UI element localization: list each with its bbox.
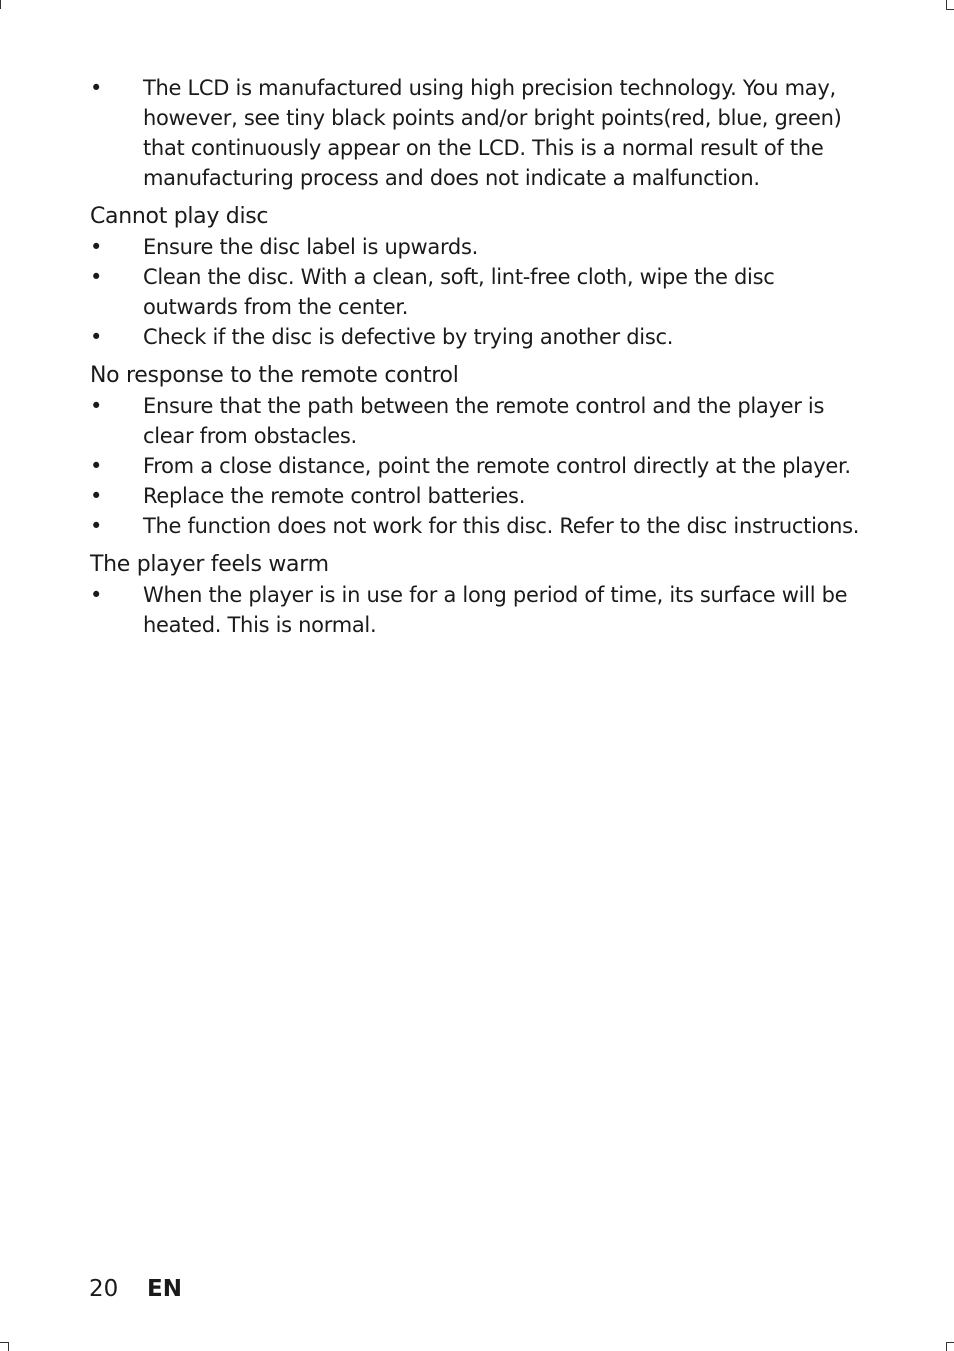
list-item-text: From a close distance, point the remote control directly at the player. <box>143 454 851 478</box>
crop-mark-bottom-left-v <box>8 1342 9 1351</box>
section-list-cannot-play-disc <box>90 232 870 352</box>
section-heading-no-response-remote: No response to the remote control <box>90 363 459 388</box>
list-item-text: Clean the disc. With a clean, soft, lint-free cloth, wipe the disc outwards from the center. <box>143 265 775 319</box>
document-body <box>90 73 870 640</box>
bullet-icon: • <box>90 394 103 418</box>
section-list-no-response-remote <box>90 391 870 541</box>
section-list-player-feels-warm <box>90 580 870 640</box>
section-heading-cannot-play-disc: Cannot play disc <box>90 204 269 229</box>
list-item-text: Check if the disc is defective by trying another disc. <box>143 325 674 349</box>
bullet-icon: • <box>90 484 103 508</box>
list-item <box>90 580 870 640</box>
list-item-text: Ensure that the path between the remote control and the player is clear from obstacles. <box>143 394 825 448</box>
crop-mark-bottom-right-v <box>946 1342 947 1351</box>
list-item-text: When the player is in use for a long period of time, its surface will be heated. This is normal. <box>143 583 848 637</box>
crop-mark-bottom-right <box>946 1342 954 1343</box>
page-number: 20 <box>89 1276 119 1302</box>
page-footer <box>89 1274 182 1304</box>
bullet-icon: • <box>90 265 103 289</box>
list-item <box>90 511 870 541</box>
list-item-text: Replace the remote control batteries. <box>143 484 526 508</box>
list-item-text: The function does not work for this disc. Refer to the disc instructions. <box>143 514 860 538</box>
intro-list <box>90 73 870 193</box>
crop-mark-top-right <box>946 0 947 9</box>
bullet-icon: • <box>90 235 103 259</box>
list-item <box>90 391 870 451</box>
list-item <box>90 481 870 511</box>
list-item-text: The LCD is manufactured using high precision technology. You may, however, see tiny black points and/or bright points(red, blue, green) that continuously appear on the LCD. This is a normal result of the manufacturing process and does not indicate a malfunction. <box>143 76 842 190</box>
list-item <box>90 451 870 481</box>
bullet-icon: • <box>90 454 103 478</box>
bullet-icon: • <box>90 76 103 100</box>
crop-mark-top-left <box>0 0 1 9</box>
list-item <box>90 232 870 262</box>
bullet-icon: • <box>90 514 103 538</box>
crop-mark-top-right-h <box>946 9 954 10</box>
list-item <box>90 73 870 193</box>
list-item <box>90 262 870 322</box>
bullet-icon: • <box>90 325 103 349</box>
list-item-text: Ensure the disc label is upwards. <box>143 235 478 259</box>
bullet-icon: • <box>90 583 103 607</box>
list-item <box>90 322 870 352</box>
language-code: EN <box>147 1276 182 1302</box>
section-heading-player-feels-warm: The player feels warm <box>90 552 329 577</box>
